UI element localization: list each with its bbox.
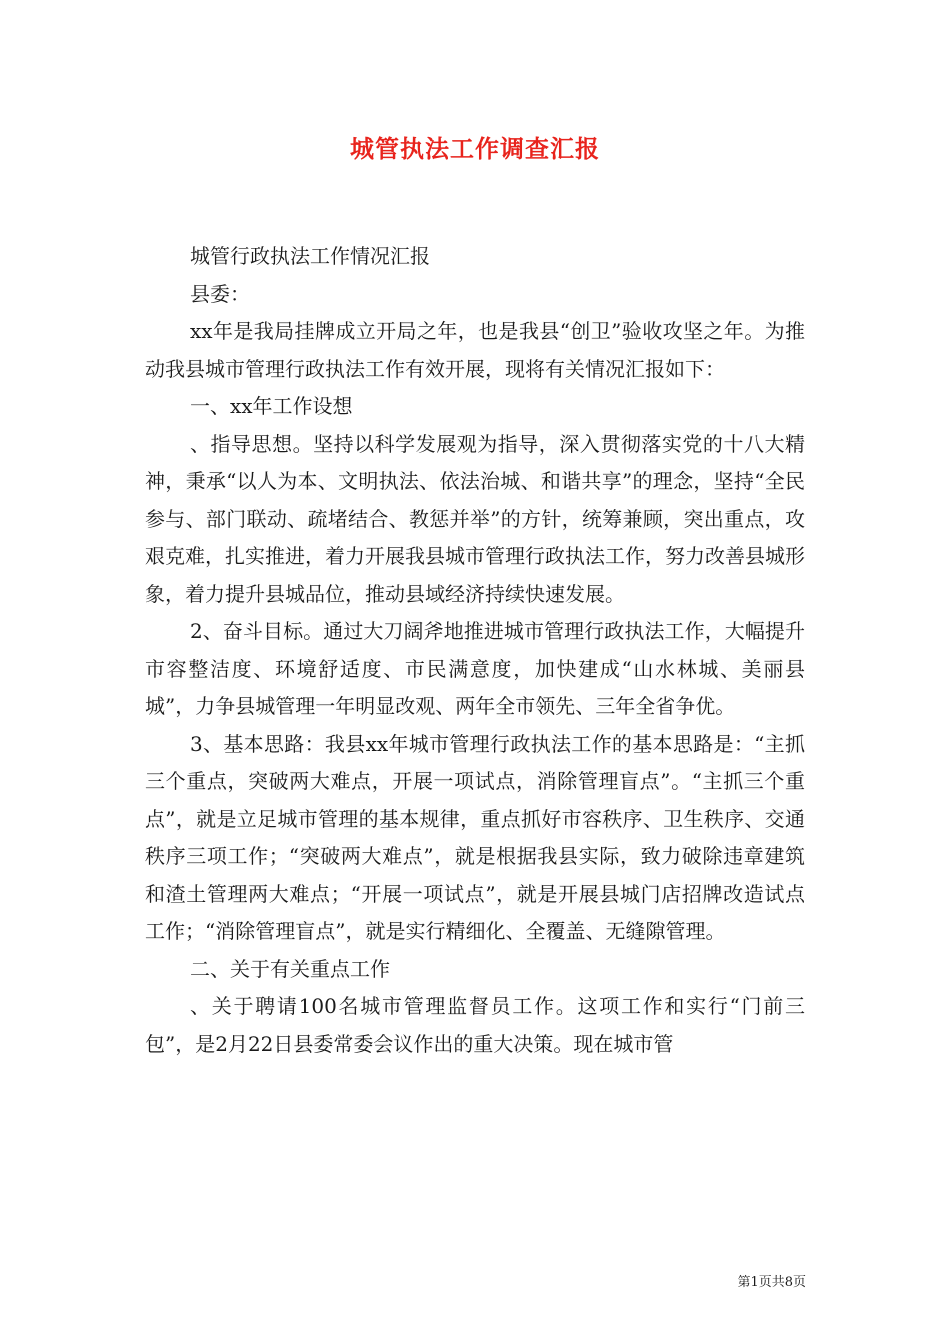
paragraph-goals: 2、奋斗目标。通过大刀阔斧地推进城市管理行政执法工作，大幅提升市容整洁度、环境舒适度、市民满意度，加快建成“山水林城、美丽县城”，力争县城管理一年明显改观、两年全市领先、三年全省争优。 [145,619,805,718]
document-body [145,238,805,1063]
paragraph-heading: 城管行政执法工作情况汇报 [190,244,430,268]
page-number: 第1页共8页 [737,1275,806,1290]
section-heading-2: 二、关于有关重点工作 [190,956,390,981]
paragraph-intro: xx年是我局挂牌成立开局之年，也是我县“创卫”验收攻坚之年。为推动我县城市管理行政执法工作有效开展，现将有关情况汇报如下： [145,319,805,381]
paragraph-guiding-ideology: 、指导思想。坚持以科学发展观为指导，深入贯彻落实党的十八大精神，秉承“以人为本、文明执法、依法治城、和谐共享”的理念，坚持“全民参与、部门联动、疏堵结合、教惩并举”的方针，统筹兼顾，突出重点，攻艰克难，扎实推进，着力开展我县城市管理行政执法工作，努力改善县城形象，着力提升县城品位，推动县域经济持续快速发展。 [145,431,805,606]
paragraph-basic-approach: 3、基本思路：我县xx年城市管理行政执法工作的基本思路是：“主抓三个重点，突破两大难点，开展一项试点，消除管理盲点”。“主抓三个重点”，就是立足城市管理的基本规律，重点抓好市容秩序、卫生秩序、交通秩序三项工作；“突破两大难点”，就是根据我县实际，致力破除违章建筑和渣土管理两大难点；“开展一项试点”，就是开展县城门店招牌改造试点工作；“消除管理盲点”，就是实行精细化、全覆盖、无缝隙管理。 [145,731,805,943]
paragraph-salutation: 县委： [190,281,250,306]
document-title: 城管执法工作调查汇报 [350,134,600,163]
section-heading-1: 一、xx年工作设想 [190,394,353,418]
paragraph-supervisors: 、关于聘请100名城市管理监督员工作。这项工作和实行“门前三包”，是2月22日县委常委会议作出的重大决策。现在城市管 [145,994,805,1056]
